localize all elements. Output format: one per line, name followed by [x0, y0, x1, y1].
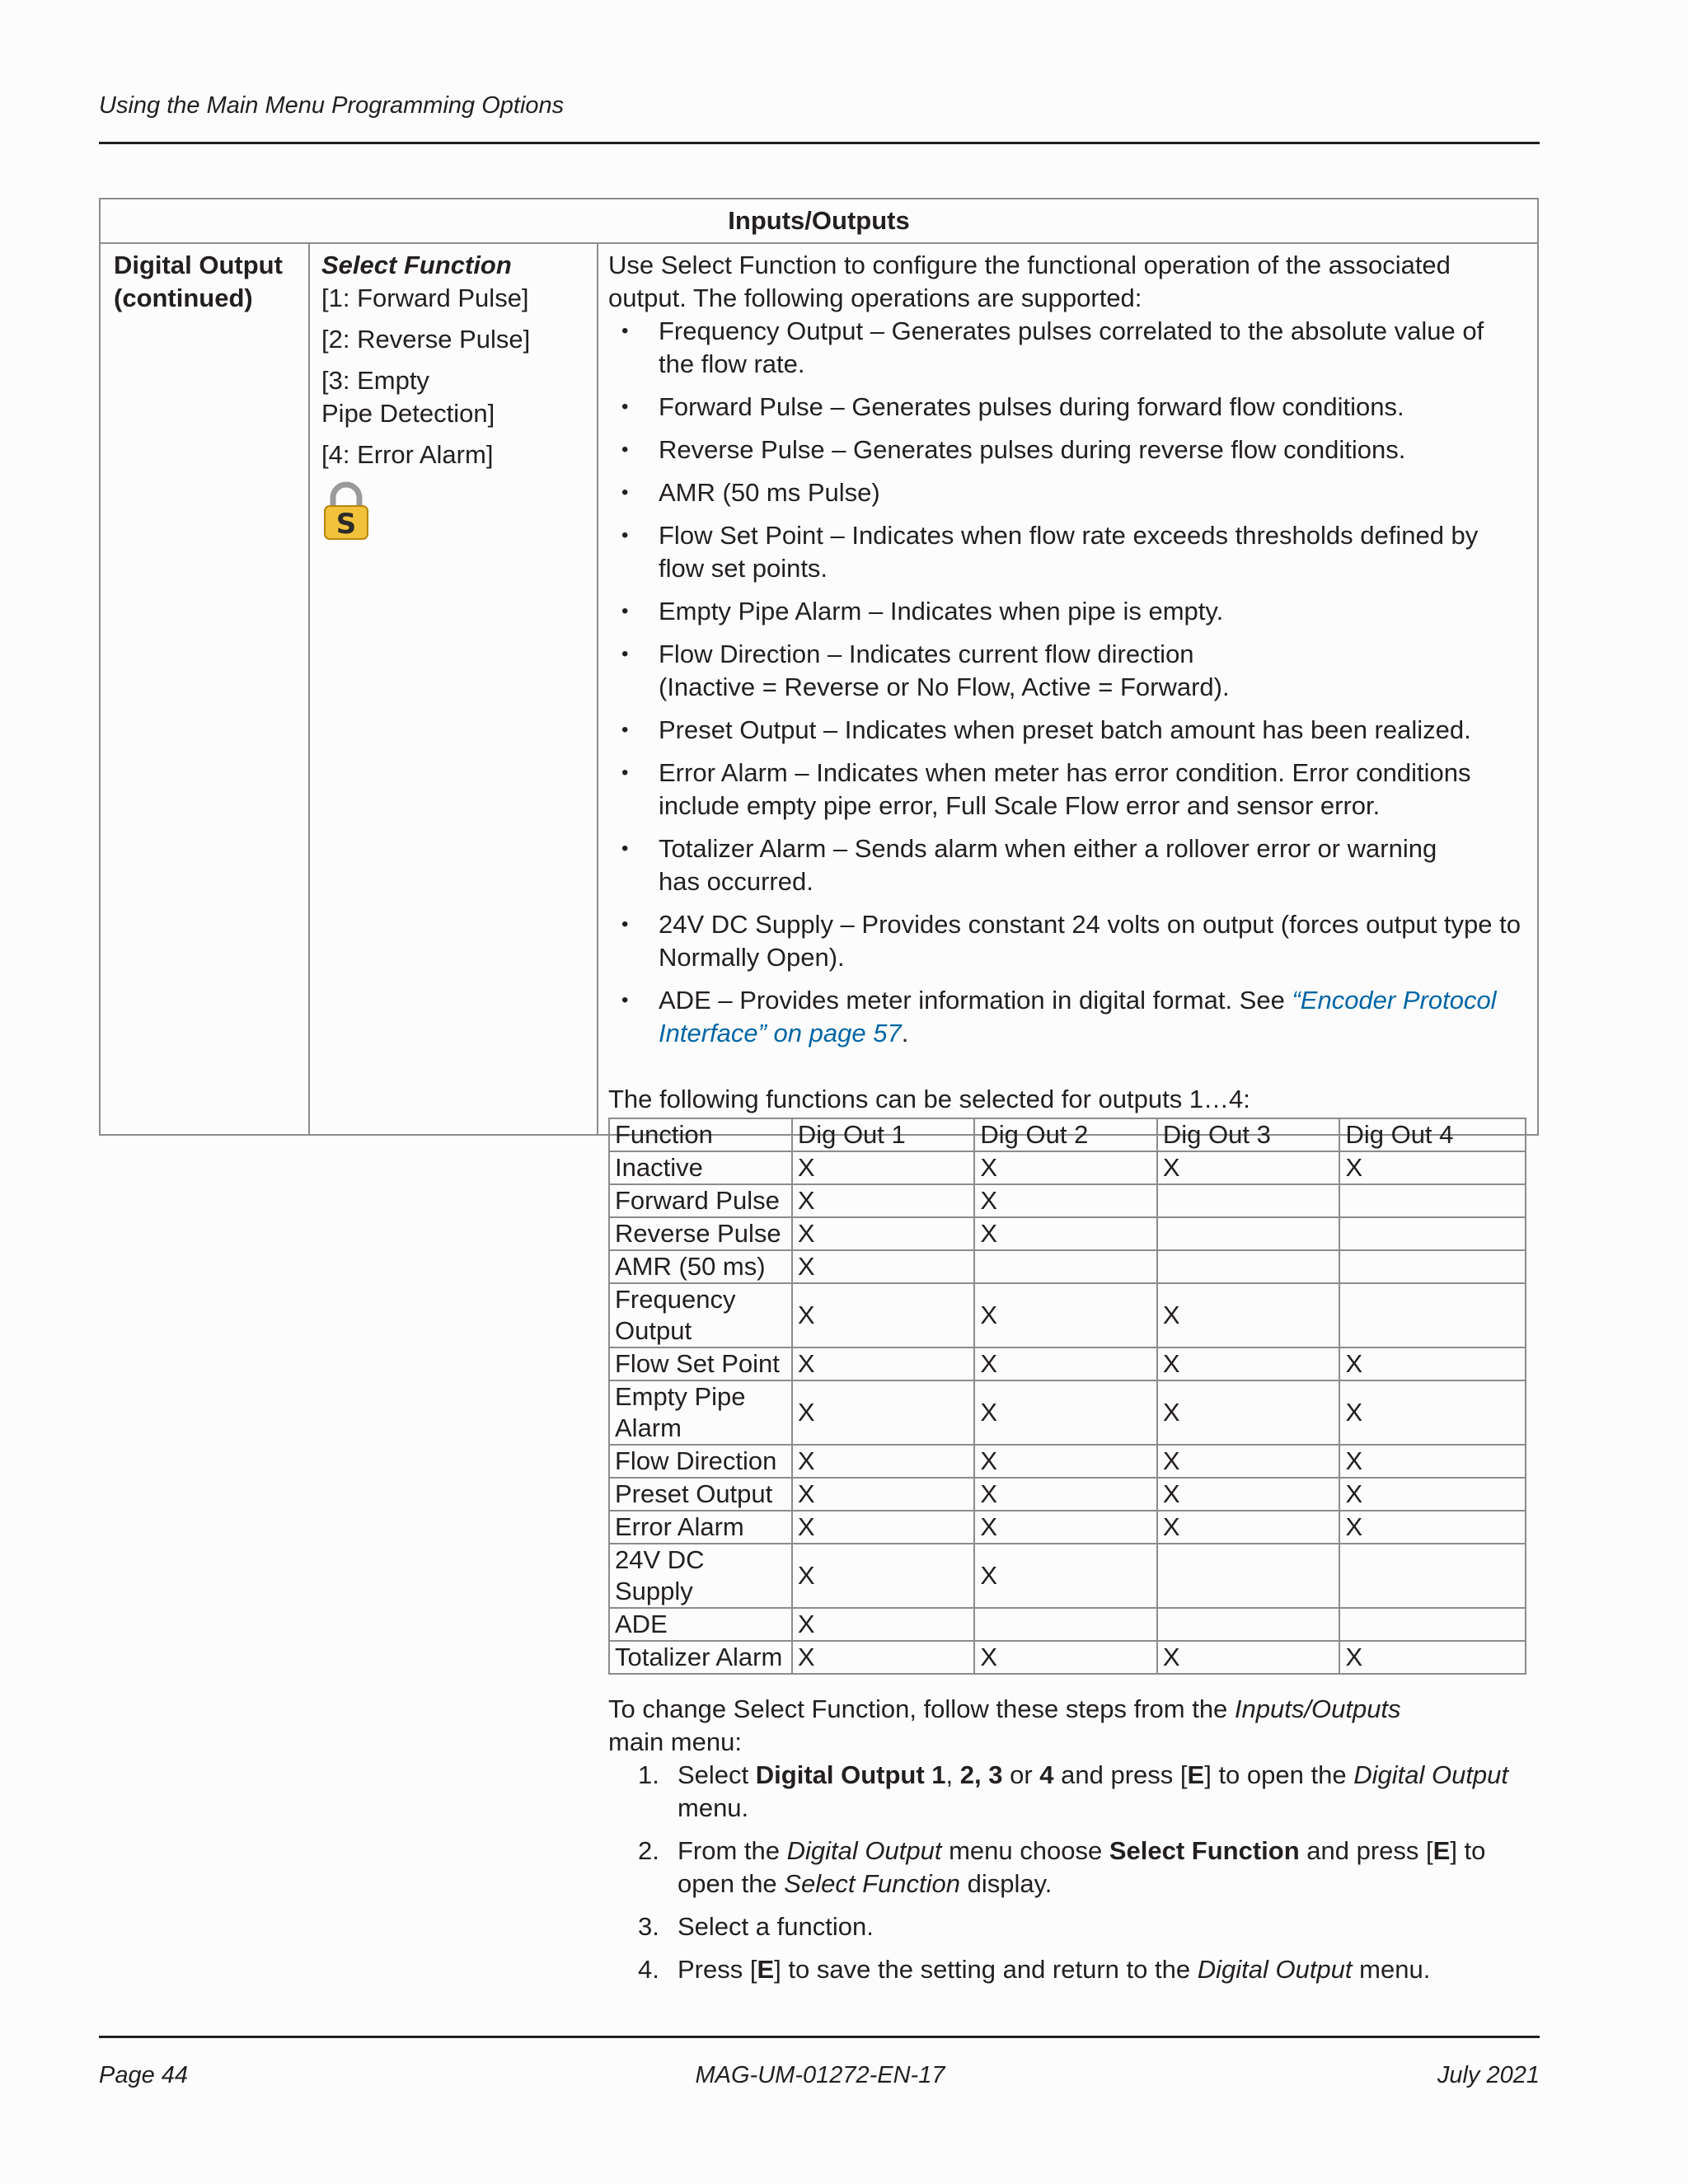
column-header: Dig Out 2	[974, 1118, 1157, 1151]
step-text: menu.	[1352, 1955, 1431, 1984]
steps-intro-text: main menu:	[608, 1727, 742, 1756]
output-support-cell: X	[1157, 1445, 1340, 1478]
table-row	[609, 1544, 1526, 1608]
function-title: Select Function	[321, 251, 512, 279]
row-label	[114, 249, 303, 315]
step-item	[608, 1953, 1523, 1986]
svg-text:S: S	[335, 508, 357, 541]
step-text: ] to open the	[1204, 1760, 1354, 1789]
document-id: MAG-UM-01272-EN-17	[695, 2062, 945, 2088]
list-item	[608, 638, 1523, 704]
output-support-cell: X	[974, 1283, 1157, 1347]
output-support-cell: X	[974, 1445, 1157, 1478]
function-name-cell: Reverse Pulse	[609, 1217, 792, 1250]
step-italic: Digital Output	[1353, 1760, 1509, 1789]
output-support-cell: X	[792, 1380, 975, 1445]
function-name-cell: Forward Pulse	[609, 1184, 792, 1217]
column-header: Dig Out 4	[1339, 1118, 1526, 1151]
steps-intro-emph: Inputs/Outputs	[1234, 1694, 1401, 1723]
step-number: 3.	[638, 1912, 659, 1941]
table-row	[609, 1151, 1526, 1184]
step-number: 2.	[638, 1836, 659, 1865]
step-bold: E	[1187, 1760, 1205, 1789]
select-function-options	[321, 249, 585, 549]
output-support-cell	[1157, 1608, 1340, 1641]
description-column	[608, 249, 1523, 1986]
publication-date: July 2021	[1437, 2062, 1540, 2088]
step-bold: Select Function	[1109, 1836, 1300, 1865]
output-support-cell: X	[1157, 1511, 1340, 1544]
step-text: Select	[678, 1760, 756, 1789]
output-support-cell	[974, 1250, 1157, 1283]
table-row	[609, 1250, 1526, 1283]
steps-intro	[608, 1693, 1523, 1759]
output-support-cell: X	[1157, 1641, 1340, 1674]
lock-icon	[321, 481, 371, 541]
output-support-cell: X	[792, 1608, 975, 1641]
output-support-cell: X	[792, 1641, 975, 1674]
step-text: and press [	[1053, 1760, 1188, 1789]
output-support-cell: X	[974, 1478, 1157, 1511]
function-name-cell: 24V DC Supply	[609, 1544, 792, 1608]
output-support-cell: X	[1339, 1511, 1526, 1544]
output-support-cell: X	[792, 1445, 975, 1478]
function-name-cell: Totalizer Alarm	[609, 1641, 792, 1674]
steps-intro-text: To change Select Function, follow these steps from the	[608, 1694, 1235, 1723]
option-item: [3: Empty	[321, 366, 429, 395]
function-name-cell: Empty Pipe Alarm	[609, 1380, 792, 1445]
step-text: display.	[959, 1869, 1053, 1898]
list-item-text: (Inactive = Reverse or No Flow, Active = Forward).	[659, 673, 1230, 701]
column-header: Function	[609, 1118, 792, 1151]
option-item: Pipe Detection]	[321, 399, 495, 428]
output-support-cell: X	[974, 1347, 1157, 1380]
output-support-cell: X	[974, 1151, 1157, 1184]
functions-intro: The following functions can be selected for outputs 1…4:	[608, 1085, 1250, 1113]
table-row	[609, 1608, 1526, 1641]
step-italic: Digital Output	[786, 1836, 942, 1865]
spacer	[608, 1675, 1523, 1693]
output-support-cell	[1339, 1217, 1526, 1250]
output-support-cell: X	[1339, 1478, 1526, 1511]
step-text: Select a function.	[678, 1912, 874, 1941]
output-support-cell: X	[792, 1347, 975, 1380]
output-support-cell: X	[1339, 1151, 1526, 1184]
list-item-text: has occurred.	[659, 867, 814, 896]
output-support-cell: X	[1157, 1478, 1340, 1511]
step-text: Press [	[678, 1955, 757, 1984]
table-row	[609, 1478, 1526, 1511]
footer-rule	[99, 2036, 1540, 2038]
output-support-cell: X	[1339, 1380, 1526, 1445]
table-row	[609, 1511, 1526, 1544]
output-support-cell: X	[792, 1250, 975, 1283]
column-divider	[597, 242, 598, 1134]
list-item: • Preset Output – Indicates when preset batch amount has been realized.	[608, 714, 1523, 747]
step-text: ,	[945, 1760, 960, 1789]
column-header: Dig Out 3	[1157, 1118, 1340, 1151]
output-support-cell: X	[974, 1184, 1157, 1217]
inputs-outputs-table	[99, 198, 1539, 1984]
output-support-cell	[1157, 1250, 1340, 1283]
function-name-cell: Flow Direction	[609, 1445, 792, 1478]
table-row	[609, 1347, 1526, 1380]
option-item: [1: Forward Pulse]	[321, 284, 529, 312]
list-item: • AMR (50 ms Pulse)	[608, 476, 1523, 509]
output-support-cell: X	[792, 1511, 975, 1544]
output-support-cell: X	[974, 1641, 1157, 1674]
encoder-protocol-link[interactable]: “Encoder Protocol Interface” on page 57	[659, 986, 1497, 1047]
operations-list	[608, 315, 1523, 1050]
step-text: From the	[678, 1836, 787, 1865]
running-header: Using the Main Menu Programming Options	[99, 92, 565, 119]
step-text: ] to save the setting and return to the	[774, 1955, 1198, 1984]
output-support-cell: X	[792, 1478, 975, 1511]
column-divider	[308, 242, 310, 1134]
step-item	[608, 1910, 1523, 1943]
step-italic: Digital Output	[1197, 1955, 1353, 1984]
option-item: [2: Reverse Pulse]	[321, 325, 531, 354]
output-support-cell: X	[792, 1151, 975, 1184]
step-text: or	[1002, 1760, 1040, 1789]
step-bold: E	[1432, 1836, 1451, 1865]
step-number: 4.	[638, 1955, 659, 1984]
row-label-line: Digital Output	[114, 251, 283, 279]
function-name-cell: ADE	[609, 1608, 792, 1641]
output-support-cell: X	[792, 1283, 975, 1347]
output-support-cell: X	[1157, 1347, 1340, 1380]
step-number: 1.	[638, 1760, 659, 1789]
output-support-cell: X	[792, 1217, 975, 1250]
step-text: and press [	[1299, 1836, 1433, 1865]
page-number: Page 44	[99, 2062, 189, 2088]
function-name-cell: Error Alarm	[609, 1511, 792, 1544]
table-row	[609, 1641, 1526, 1674]
function-name-cell: Frequency Output	[609, 1283, 792, 1347]
table-header-row	[609, 1118, 1526, 1151]
intro-text: Use Select Function to configure the functional operation of the associated output. The following operations are supported:	[608, 251, 1451, 312]
list-item	[608, 832, 1523, 898]
header-rule	[99, 142, 1540, 144]
output-support-cell	[1157, 1544, 1340, 1608]
output-support-cell: X	[974, 1544, 1157, 1608]
functions-table-body	[609, 1151, 1526, 1674]
step-text: menu choose	[941, 1836, 1109, 1865]
table-row	[609, 1283, 1526, 1347]
output-support-cell: X	[974, 1380, 1157, 1445]
step-text: ] to open the	[678, 1836, 1486, 1898]
output-support-cell: X	[792, 1184, 975, 1217]
output-support-cell: X	[974, 1511, 1157, 1544]
table-row	[609, 1445, 1526, 1478]
step-item	[608, 1759, 1523, 1825]
output-support-cell: X	[792, 1544, 975, 1608]
list-item: • 24V DC Supply – Provides constant 24 volts on output (forces output type to Normally Open).	[608, 908, 1523, 974]
output-support-cell: X	[974, 1217, 1157, 1250]
output-support-cell	[1339, 1544, 1526, 1608]
list-item-text: .	[901, 1019, 909, 1047]
output-support-cell	[1339, 1283, 1526, 1347]
output-support-cell: X	[1157, 1380, 1340, 1445]
table-row	[609, 1380, 1526, 1445]
step-bold: 4	[1039, 1760, 1054, 1789]
spacer	[608, 1050, 1523, 1083]
list-item	[608, 984, 1523, 1050]
list-item-text: Totalizer Alarm – Sends alarm when either a rollover error or warning	[659, 834, 1437, 863]
function-name-cell: Preset Output	[609, 1478, 792, 1511]
step-text: menu.	[678, 1793, 749, 1822]
output-support-cell: X	[1157, 1283, 1340, 1347]
function-name-cell: Inactive	[609, 1151, 792, 1184]
functions-table	[608, 1118, 1526, 1675]
output-support-cell: X	[1339, 1445, 1526, 1478]
list-item: • Frequency Output – Generates pulses correlated to the absolute value of the flow rate.	[608, 315, 1523, 381]
table-title: Inputs/Outputs	[101, 199, 1537, 244]
output-support-cell: X	[1339, 1347, 1526, 1380]
list-item: • Flow Set Point – Indicates when flow rate exceeds thresholds defined by flow set points.	[608, 519, 1523, 585]
output-support-cell	[1339, 1608, 1526, 1641]
steps-list	[608, 1759, 1523, 1986]
output-support-cell	[1339, 1184, 1526, 1217]
output-support-cell	[1339, 1250, 1526, 1283]
step-bold: Digital Output 1	[755, 1760, 946, 1789]
function-name-cell: AMR (50 ms)	[609, 1250, 792, 1283]
output-support-cell	[1157, 1184, 1340, 1217]
function-name-cell: Flow Set Point	[609, 1347, 792, 1380]
output-support-cell	[974, 1608, 1157, 1641]
list-item: • Empty Pipe Alarm – Indicates when pipe is empty.	[608, 595, 1523, 628]
output-support-cell: X	[1157, 1151, 1340, 1184]
output-support-cell	[1157, 1217, 1340, 1250]
list-item-text: ADE – Provides meter information in digital format. See	[659, 986, 1292, 1015]
list-item: • Forward Pulse – Generates pulses during forward flow conditions.	[608, 391, 1523, 424]
output-support-cell: X	[1339, 1641, 1526, 1674]
step-italic: Select Function	[784, 1869, 960, 1898]
list-item: • Reverse Pulse – Generates pulses during reverse flow conditions.	[608, 434, 1523, 466]
step-item	[608, 1835, 1523, 1900]
step-bold: E	[757, 1955, 775, 1984]
list-item-text: Flow Direction – Indicates current flow direction	[659, 640, 1194, 668]
table-row	[609, 1184, 1526, 1217]
row-label-line: (continued)	[114, 284, 253, 312]
table-row	[609, 1217, 1526, 1250]
column-header: Dig Out 1	[792, 1118, 975, 1151]
option-item: [4: Error Alarm]	[321, 440, 494, 469]
list-item: • Error Alarm – Indicates when meter has error condition. Error conditions include empty pipe error, Full Scale Flow error and sensor error.	[608, 757, 1523, 823]
step-bold: 2, 3	[959, 1760, 1003, 1789]
